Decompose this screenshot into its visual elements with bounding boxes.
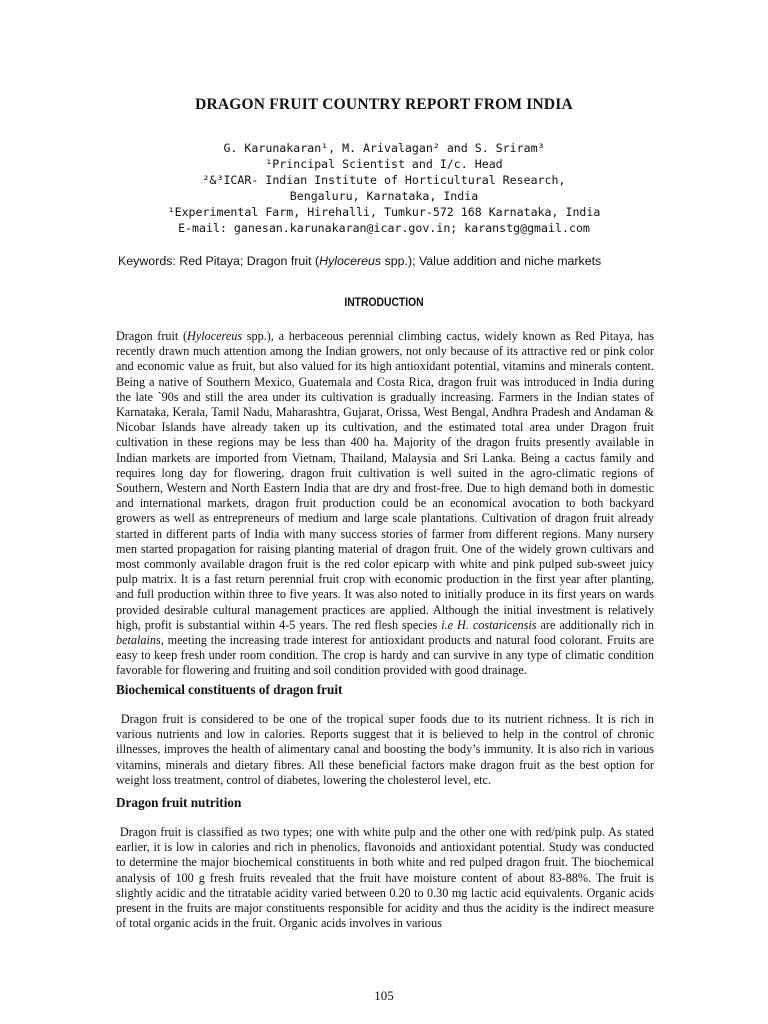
biochemical-paragraph: Dragon fruit is considered to be one of the tropical super foods due to its nutrient richness. It is rich in various nutrients and low in calories. Reports suggest that it is believed to help in the control of chronic illnesses, improves the health of alimentary canal and boosting the body’s immunity. It is also rich in various vitamins, minerals and dietary fibres. All these beneficial factors make dragon fruit as the best option for weight loss treatment, control of diabetes, lowering the cholesterol level, etc. [116, 712, 654, 787]
intro-italic-3: betalains [116, 633, 161, 648]
author-affiliation-2: ²&³ICAR- Indian Institute of Horticultural Research, [202, 173, 566, 187]
introduction-heading: INTRODUCTION [344, 297, 424, 309]
keywords-italic: Hylocereus [319, 254, 382, 268]
author-block [0, 140, 768, 236]
keywords-prefix: Keywords: Red Pitaya; Dragon fruit ( [118, 254, 320, 268]
author-affiliation-1: ¹Principal Scientist and I/c. Head [265, 157, 503, 171]
intro-text-2: spp.), a herbaceous perennial climbing cactus, widely known as Red Pitaya, has recently drawn much attention among the Indian growers, not only because of its attractive red or pink color and economic value as fruit, but also valued for its high antioxidant potential, vitamins and minerals content. Being a native of Southern Mexico, Guatemala and Costa Rica, dragon fruit was introduced in India during the late `90s and still the area under its cultivation is gradually increasing. Farmers in the Indian states of Karnataka, Kerala, Tamil Nadu, Maharashtra, Gujarat, Orissa, West Bengal, Andhra Pradesh and Andaman & Nicobar Islands have already taken up its cultivation, and the estimated total area under Dragon fruit cultivation in these regions may be less than 400 ha. Majority of the dragon fruits presently available in Indian markets are imported from Vietnam, Thailand, Malaysia and Sri Lanka. Being a cactus family and requires long day for flowering, dragon fruit cultivation is well suited in the agro-climatic regions of Southern, Western and North Eastern India that are dry and frost-free. Due to high demand both in domestic and international markets, dragon fruit production could be an economical avocation to both backyard growers as well as entrepreneurs of medium and large scale plantations. Cultivation of dragon fruit already started in different parts of India with many success stories of farmer from different regions. Many nursery men started propagation for raising planting material of dragon fruit. One of the widely grown cultivars and most commonly available dragon fruit is the red color epicarp with white and pink pulped sub-sweet juicy pulp matrix. It is a fast return perennial fruit crop with economic production in the first year after planting, and full production within three to five years. It was also noted to initially produce in its first years on wards provided desirable cultural management practices are applied. Although the initial investment is relatively high, profit is substantial within 4-5 years. The red flesh species [116, 329, 654, 632]
introduction-paragraph [116, 329, 654, 679]
intro-text-4: , meeting the increasing trade interest for antioxidant products and natural food colorant. Fruits are easy to keep fresh under room condition. The crop is hardy and can survive in any type of climatic condition favorable for flowering and fruiting and soil condition provided with good drainage. [116, 633, 654, 678]
page-number: 105 [374, 988, 394, 1003]
intro-italic-1: Hylocereus [187, 329, 243, 343]
nutrition-paragraph: Dragon fruit is classified as two types; one with white pulp and the other one with red/pink pulp. As stated earlier, it is low in calories and rich in phenolics, flavonoids and antioxidant potential. Study was conducted to determine the major biochemical constituents in both white and red pulped dragon fruit. The biochemical analysis of 100 g fresh fruits revealed that the fruit have moisture content of about 83-88%. The fruit is slightly acidic and the titratable acidity varied between 0.20 to 0.30 mg lactic acid equivalents. Organic acids present in the fruits are major constituents responsible for acidity and thus the acidity is the indirect measure of total organic acids in the fruit. Organic acids involves in various [116, 825, 654, 931]
paper-title: DRAGON FRUIT COUNTRY REPORT FROM INDIA [195, 96, 573, 113]
author-names: G. Karunakaran¹, M. Arivalagan² and S. Sriram³ [223, 141, 545, 155]
author-location: Bengaluru, Karnataka, India [289, 189, 479, 203]
author-affiliation-3: ¹Experimental Farm, Hirehalli, Tumkur-572 168 Karnataka, India [167, 205, 601, 219]
intro-text-1: Dragon fruit ( [116, 329, 188, 343]
nutrition-heading: Dragon fruit nutrition [116, 795, 242, 810]
biochemical-heading: Biochemical constituents of dragon fruit [116, 682, 343, 697]
intro-text-3: are additionally rich in [536, 617, 654, 632]
intro-italic-2: i.e H. costaricensis [441, 617, 537, 632]
keywords-suffix: spp.); Value addition and niche markets [381, 254, 602, 268]
keywords-line [118, 254, 658, 268]
author-email: E-mail: ganesan.karunakaran@icar.gov.in; karanstg@gmail.com [178, 221, 590, 235]
